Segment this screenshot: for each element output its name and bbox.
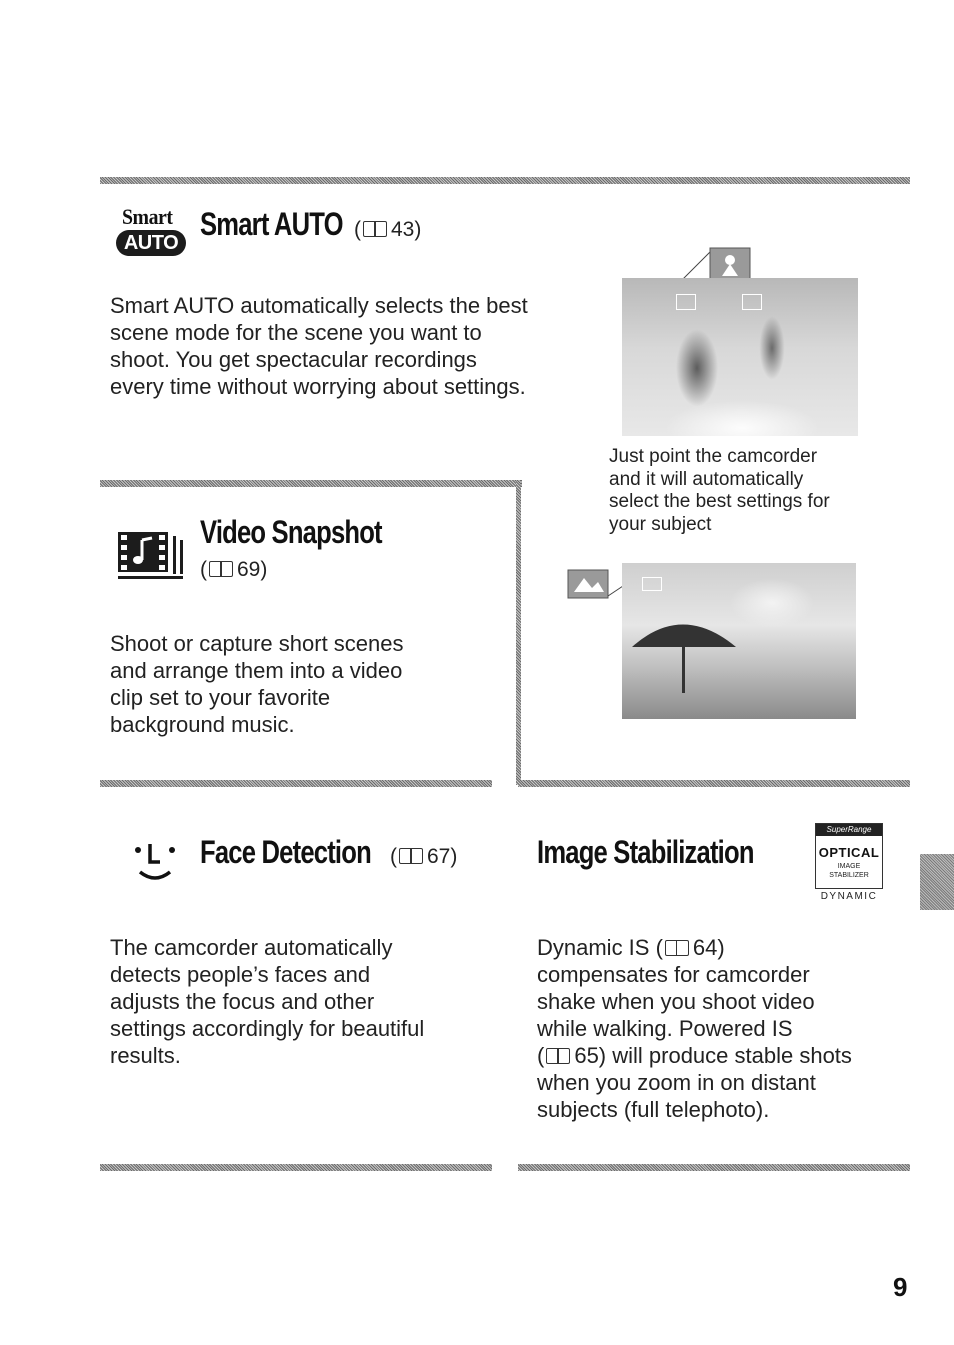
face-detection-page-ref: ( 67) <box>390 845 458 868</box>
book-icon <box>546 1048 570 1064</box>
smart-auto-icon-badge <box>116 230 186 256</box>
face-detection-frame <box>676 294 696 310</box>
badge-optical: OPTICAL <box>818 845 880 860</box>
scene-info-frame <box>642 577 662 591</box>
video-snapshot-description: Shoot or capture short scenes and arrange them into a video clip set to your favorite background music. <box>110 631 404 737</box>
video-snapshot-title: Video Snapshot <box>200 514 382 550</box>
umbrella-shape <box>632 607 742 697</box>
video-snapshot-page-ref: ( 69) <box>200 558 268 581</box>
section-rule-middle-left <box>100 780 492 787</box>
video-snapshot-icon <box>116 526 190 582</box>
badge-dynamic: DYNAMIC <box>820 891 878 902</box>
section-rule-video-snapshot <box>100 480 522 487</box>
smart-auto-description: Smart AUTO automatically selects the best scene mode for the scene you want to shoot. You get spectacular recordings every time without worrying about settings. <box>110 293 528 399</box>
smart-auto-photo-caption: Just point the camcorder and it will automatically select the best settings for your subject <box>609 446 830 535</box>
book-icon <box>399 848 423 864</box>
smart-auto-icon <box>116 206 188 258</box>
face-detection-description: The camcorder automatically detects people’s faces and adjusts the focus and other settings accordingly for beautiful results. <box>110 935 425 1068</box>
face-detection-title: Face Detection <box>200 834 371 870</box>
beach-photo-children <box>622 278 858 436</box>
beach-photo-umbrella <box>622 563 856 719</box>
book-icon <box>363 221 387 237</box>
badge-stabilizer: STABILIZER <box>829 872 869 879</box>
image-stabilization-title: Image Stabilization <box>537 834 754 870</box>
badge-superrange: SuperRange <box>816 824 882 836</box>
smart-auto-page-ref: ( 43) <box>354 218 422 241</box>
section-rule-bottom-left <box>100 1164 492 1171</box>
section-rule-middle-right <box>518 780 910 787</box>
book-icon <box>209 561 233 577</box>
page-number: 9 <box>893 1272 908 1302</box>
optical-image-stabilizer-badge <box>815 823 883 889</box>
badge-image: IMAGE <box>837 863 861 870</box>
section-rule-bottom-right <box>518 1164 910 1171</box>
section-rule-top <box>100 177 910 184</box>
face-detection-frame <box>742 294 762 310</box>
book-icon <box>665 940 689 956</box>
face-detection-icon <box>132 840 180 884</box>
chapter-side-tab <box>920 854 954 910</box>
smart-auto-title: Smart AUTO <box>200 206 343 242</box>
section-rule-vertical <box>516 480 521 785</box>
smart-auto-icon-top: Smart <box>122 204 173 229</box>
smart-auto-icon-bottom: AUTO <box>123 232 179 254</box>
image-stabilization-description: Dynamic IS ( 64) compensates for camcorder shake when you shoot video while walking. Powered IS ( 65) will produce stable shots when you zoom in on distant subjects (full telephoto). <box>537 935 852 1122</box>
